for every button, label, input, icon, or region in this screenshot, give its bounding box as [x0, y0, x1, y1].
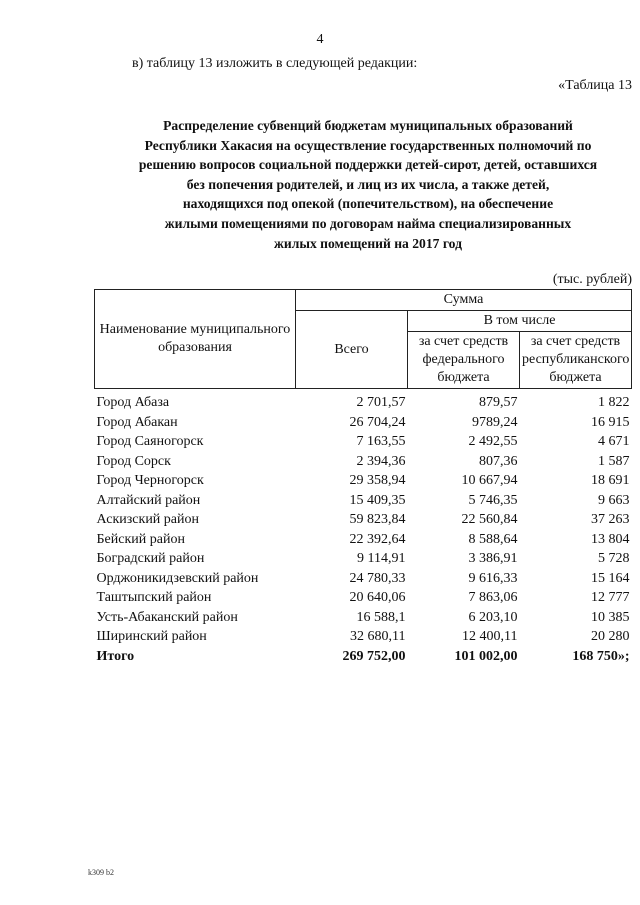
- cell-federal: 9789,24: [472, 414, 518, 430]
- intro-text: в) таблицу 13 изложить в следующей редакции:: [132, 56, 418, 71]
- cell-federal: 101 002,00: [454, 648, 518, 664]
- table-row: [95, 549, 632, 569]
- table-body: [95, 389, 632, 667]
- cell-total: 24 780,33: [349, 570, 406, 586]
- cell-federal: 6 203,10: [468, 609, 518, 625]
- cell-republican: 1 822: [598, 395, 630, 410]
- header-including: В том числе: [408, 311, 632, 332]
- footer-code: k309 b2: [88, 868, 114, 877]
- header-total: Всего: [296, 311, 408, 389]
- table-row: [95, 452, 632, 472]
- page-number: 4: [316, 32, 324, 47]
- cell-republican: 1 587: [598, 453, 630, 469]
- cell-total: 269 752,00: [342, 648, 406, 664]
- cell-total: 29 358,94: [349, 473, 406, 488]
- title-line: без попечения родителей, и лиц из их числа, а также детей,: [186, 176, 550, 192]
- title-line: находящихся под опекой (попечительством), на обеспечение: [182, 196, 554, 212]
- header-federal: за счет средств федерального бюджета: [408, 332, 520, 389]
- cell-name: Ширинский район: [96, 629, 207, 644]
- distribution-table: [94, 289, 632, 666]
- title-line: жилых помещений на 2017 год: [274, 235, 462, 251]
- cell-federal: 5 746,35: [468, 492, 518, 508]
- header-sum: Сумма: [296, 290, 632, 311]
- cell-total: 22 392,64: [349, 531, 406, 547]
- cell-total: 59 823,84: [349, 512, 406, 527]
- cell-republican: 4 671: [598, 434, 630, 449]
- header-name: Наименование муниципального образования: [95, 290, 296, 389]
- cell-republican: 18 691: [591, 473, 630, 488]
- table-row: [95, 389, 632, 413]
- table-row: [95, 627, 632, 647]
- cell-total: 26 704,24: [349, 414, 406, 430]
- cell-name: Алтайский район: [96, 492, 201, 508]
- cell-federal: 7 863,06: [468, 590, 518, 605]
- title-line: решению вопросов социальной поддержки детей-сирот, детей, оставшихся: [138, 157, 598, 173]
- total-row: [95, 647, 632, 667]
- title-line: Распределение субвенций бюджетам муниципальных образований: [163, 118, 573, 133]
- cell-republican: 5 728: [598, 551, 630, 566]
- cell-name: Орджоникидзевский район: [96, 570, 259, 586]
- cell-federal: 879,57: [479, 395, 518, 410]
- cell-name: Бейский район: [96, 531, 185, 547]
- cell-name: Итого: [96, 648, 135, 664]
- cell-republican: 15 164: [591, 570, 630, 586]
- document-title: [96, 116, 640, 253]
- table-row: [95, 510, 632, 530]
- table-row: [95, 588, 632, 608]
- cell-federal: 9 616,33: [468, 570, 518, 586]
- cell-federal: 22 560,84: [461, 512, 518, 527]
- cell-federal: 3 386,91: [468, 551, 518, 566]
- cell-federal: 8 588,64: [468, 531, 518, 547]
- table-row: [95, 608, 632, 628]
- cell-name: Город Саяногорск: [96, 434, 204, 449]
- cell-total: 32 680,11: [350, 629, 406, 644]
- cell-total: 20 640,06: [349, 590, 406, 605]
- cell-total: 9 114,91: [357, 551, 406, 566]
- cell-name: Боградский район: [96, 551, 205, 566]
- units-label: (тыс. рублей): [552, 272, 632, 287]
- cell-federal: 12 400,11: [462, 629, 518, 644]
- cell-federal: 2 492,55: [468, 434, 518, 449]
- table-row: [95, 569, 632, 589]
- cell-total: 2 701,57: [356, 395, 406, 410]
- cell-republican: 10 385: [591, 609, 630, 625]
- table-row: [95, 491, 632, 511]
- cell-republican: 20 280: [591, 629, 630, 644]
- cell-republican: 168 750»;: [572, 648, 630, 664]
- table-row: [95, 432, 632, 452]
- cell-republican: 13 804: [591, 531, 630, 547]
- cell-total: 15 409,35: [349, 492, 406, 508]
- cell-name: Город Абакан: [96, 414, 178, 430]
- cell-republican: 9 663: [598, 492, 630, 508]
- cell-total: 16 588,1: [356, 609, 406, 625]
- table-row: [95, 413, 632, 433]
- title-line: Республики Хакасия на осуществление государственных полномочий по: [144, 137, 592, 153]
- cell-total: 7 163,55: [356, 434, 406, 449]
- table-row: [95, 530, 632, 550]
- title-line: жилыми помещениями по договорам найма специализированных: [164, 215, 572, 231]
- cell-republican: 37 263: [591, 512, 630, 527]
- cell-name: Таштыпский район: [96, 590, 212, 605]
- header-republican: за счет средств республиканского бюджета: [520, 332, 632, 389]
- cell-total: 2 394,36: [356, 453, 406, 469]
- cell-name: Усть-Абаканский район: [96, 609, 238, 625]
- cell-federal: 10 667,94: [461, 473, 518, 488]
- cell-republican: 12 777: [591, 590, 630, 605]
- cell-federal: 807,36: [479, 453, 518, 469]
- cell-name: Аскизский район: [96, 512, 199, 527]
- cell-name: Город Черногорск: [96, 473, 204, 488]
- cell-republican: 16 915: [591, 414, 630, 430]
- table-row: [95, 471, 632, 491]
- cell-name: Город Абаза: [96, 395, 170, 410]
- cell-name: Город Сорск: [96, 453, 171, 469]
- table-label: «Таблица 13: [558, 78, 632, 93]
